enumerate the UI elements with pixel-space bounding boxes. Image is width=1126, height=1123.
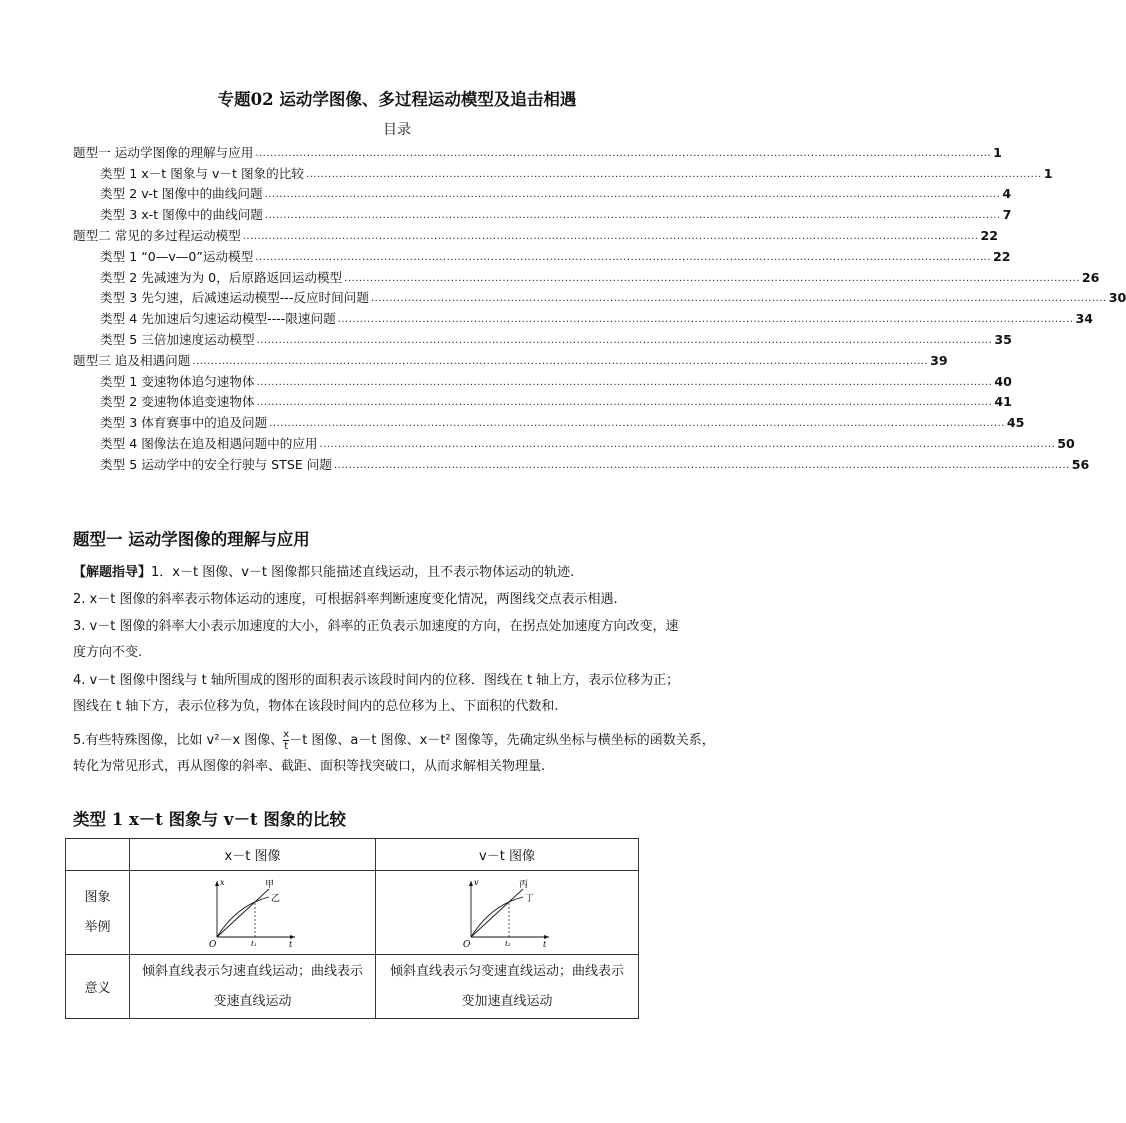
toc-entry-label: 类型 2 先减速为为 0，后原路返回运动模型 [100,269,343,285]
toc-entry-page: 34 [1075,311,1093,327]
xt-tick-label: t₁ [250,939,257,948]
toc-entry-page: 1 [1043,165,1053,181]
toc-leader-dots: ........................................................................................................................................................................................................ [255,147,992,159]
toc-entry-page: 7 [1002,207,1012,223]
toc-entry-label: 类型 4 先加速后匀速运动模型----限速问题 [100,311,336,327]
toc-leader-dots: ........................................................................................................................................................................................................ [269,418,1005,430]
toc-entry-label: 类型 5 运动学中的安全行驶与 STSE 问题 [100,456,332,472]
section-heading: 题型一 运动学图像的理解与应用 [73,530,310,549]
guide-paragraph-5-line-2: 转化为常见形式，再从图像的斜率、截距、面积等找突破口，从而求解相关物理量. [73,759,546,774]
table-row-example [66,871,639,955]
toc-leader-dots: ........................................................................................................................................................................................................ [319,438,1056,450]
toc-entry[interactable] [73,202,1012,223]
toc-entry[interactable] [73,431,1075,452]
comparison-table [65,838,639,1019]
toc-entry-label: 类型 2 v-t 图像中的曲线问题 [100,186,263,202]
table-corner-cell [66,839,130,871]
toc-entry[interactable] [73,140,1002,161]
row-label-example-b: 举例 [84,919,111,935]
toc-leader-dots: ........................................................................................................................................................................................................ [305,168,1042,180]
vt-graph [457,873,557,949]
xt-origin-label: O [208,939,216,950]
toc-entry-page: 4 [1002,186,1012,202]
vt-meaning-cell [376,955,639,1019]
toc-entry[interactable] [73,182,1012,203]
toc-entry-page: 22 [980,227,999,243]
vt-curve-b-label: 丁 [525,893,535,904]
toc-entry[interactable] [73,410,1025,431]
guide-paragraph-3-line-2: 度方向不变. [73,645,143,660]
vt-meaning-line-2: 变加速直线运动 [461,993,553,1009]
guide-paragraph-5-line-1 [73,728,721,754]
xt-meaning-line-1: 倾斜直线表示匀速直线运动；曲线表示 [141,963,363,979]
p5-pre: 5.有些特殊图像，比如 v²－x 图像、 [73,733,284,748]
toc-leader-dots: ........................................................................................................................................................................................................ [344,272,1080,284]
toc-entry[interactable] [73,452,1090,473]
xt-x-arrow [215,881,219,886]
toc-entry[interactable] [73,265,1100,286]
xt-y-label: x [219,877,225,887]
toc-entry[interactable] [73,348,948,369]
toc-entry-label: 类型 2 变速物体追变速物体 [100,394,255,410]
xt-meaning-line-2: 变速直线运动 [213,993,292,1009]
xt-graph [203,873,303,949]
toc-entry-label: 类型 1 x－t 图象与 v－t 图象的比较 [100,165,304,181]
toc-entry[interactable] [73,327,1012,348]
toc-entry-label: 题型二 常见的多过程运动模型 [73,227,241,243]
toc-entry[interactable] [73,306,1093,327]
vt-meaning-line-1: 倾斜直线表示匀变速直线运动；曲线表示 [389,963,624,979]
toc-leader-dots: ........................................................................................................................................................................................................ [370,293,1107,305]
guide-paragraph-4-line-1: 4. v－t 图像中图线与 t 轴所围成的图形的面积表示该段时间内的位移．图线在 t 轴上方，表示位移为正； [73,673,680,688]
xt-curve-b [217,897,269,937]
guide-label: 【解题指导】 [73,565,152,580]
toc-entry-label: 类型 3 先匀速，后减速运动模型---反应时间问题 [100,290,369,306]
row-label-example [66,871,130,955]
header-xt: x－t 图像 [130,839,376,871]
toc-entry[interactable] [73,286,1126,307]
guide-paragraph-3 [73,614,721,666]
toc-entry-page: 35 [994,331,1012,347]
vt-graph-cell [376,871,639,955]
xt-t-arrow [290,935,295,939]
header-vt: v－t 图像 [376,839,639,871]
toc-entry[interactable] [73,390,1012,411]
toc-entry-page: 1 [993,144,1002,160]
vt-v-arrow [469,881,473,886]
table-header-row [66,839,639,871]
toc-entry-label: 类型 5 三倍加速度运动模型 [100,331,255,347]
xt-meaning-cell [130,955,376,1019]
vt-curve-b [471,897,523,937]
xt-line-a [217,889,269,937]
toc-entry-label: 类型 4 图像法在追及相遇问题中的应用 [100,435,318,451]
toc-entry-page: 30 [1108,290,1126,306]
toc-leader-dots: ........................................................................................................................................................................................................ [242,230,979,242]
guide-paragraph-4 [73,668,721,720]
toc-entry-page: 40 [994,373,1012,389]
toc-heading: 目录 [383,122,411,138]
vt-x-label: t [543,939,547,949]
p5-post: －t 图像、a－t 图像、x－t² 图像等，先确定纵坐标与横坐标的函数关系， [289,733,715,748]
toc-entry-label: 类型 3 x-t 图像中的曲线问题 [100,207,263,223]
vt-t-arrow [544,935,549,939]
type1-heading: 类型 1 x－t 图象与 v－t 图象的比较 [73,810,346,829]
guide-paragraph-2: 2. x－t 图像的斜率表示物体运动的速度，可根据斜率判断速度变化情况，两图线交点表示相遇. [73,592,618,607]
toc-entry-label: 题型三 追及相遇问题 [73,352,191,368]
toc-entry-page: 56 [1071,456,1090,472]
fraction-numerator: x [283,729,290,740]
table-row-meaning [66,955,639,1019]
toc-leader-dots: ........................................................................................................................................................................................................ [256,397,993,409]
table-of-contents [73,140,1126,473]
toc-entry-page: 50 [1057,435,1075,451]
toc-entry-page: 22 [993,248,1011,264]
guide-text-1: 1．x－t 图像、v－t 图像都只能描述直线运动，且不表示物体运动的轨迹. [151,565,575,580]
row-label-example-a: 图象 [84,889,111,905]
toc-entry[interactable] [73,369,1012,390]
toc-entry-label: 题型一 运动学图像的理解与应用 [73,144,254,160]
xt-curve-b-label: 乙 [270,893,280,904]
toc-leader-dots: ........................................................................................................................................................................................................ [192,355,929,367]
toc-leader-dots: ........................................................................................................................................................................................................ [337,314,1074,326]
vt-line-a [471,889,523,937]
row-label-meaning: 意义 [66,955,130,1019]
toc-leader-dots: ........................................................................................................................................................................................................ [264,189,1001,201]
toc-entry-label: 类型 3 体育赛事中的追及问题 [100,415,268,431]
toc-entry-label: 类型 1 变速物体追匀速物体 [100,373,255,389]
vt-curve-a-label: 丙 [519,879,529,890]
vt-tick-label: t₂ [505,939,511,948]
xt-graph-cell [130,871,376,955]
guide-paragraph-5 [73,728,721,780]
toc-entry[interactable] [73,161,1053,182]
vt-origin-label: O [463,939,471,950]
document-title: 专题02 运动学图像、多过程运动模型及追击相遇 [217,90,577,109]
toc-leader-dots: ........................................................................................................................................................................................................ [264,210,1001,222]
xt-x-label: t [288,939,292,949]
toc-leader-dots: ........................................................................................................................................................................................................ [256,334,993,346]
guide-paragraph-4-line-2: 图线在 t 轴下方，表示位移为负，物体在该段时间内的总位移为上、下面积的代数和. [73,699,559,714]
toc-entry[interactable] [73,244,1011,265]
toc-entry[interactable] [73,223,999,244]
guide-paragraph-3-line-1: 3. v－t 图像的斜率大小表示加速度的大小，斜率的正负表示加速度的方向，在拐点处加速度方向改变，速 [73,619,679,634]
toc-entry-page: 41 [994,394,1012,410]
toc-entry-page: 26 [1081,269,1100,285]
toc-entry-page: 39 [930,352,948,368]
toc-entry-label: 类型 1 “0—v—0”运动模型 [100,248,254,264]
xt-curve-a-label: 甲 [264,879,274,890]
toc-leader-dots: ........................................................................................................................................................................................................ [333,459,1070,471]
toc-leader-dots: ........................................................................................................................................................................................................ [255,251,992,263]
vt-y-label: v [474,877,479,887]
fraction-denominator: t [284,741,289,752]
toc-leader-dots: ........................................................................................................................................................................................................ [256,376,993,388]
toc-entry-page: 45 [1006,415,1025,431]
guide-paragraph-1 [73,560,721,586]
